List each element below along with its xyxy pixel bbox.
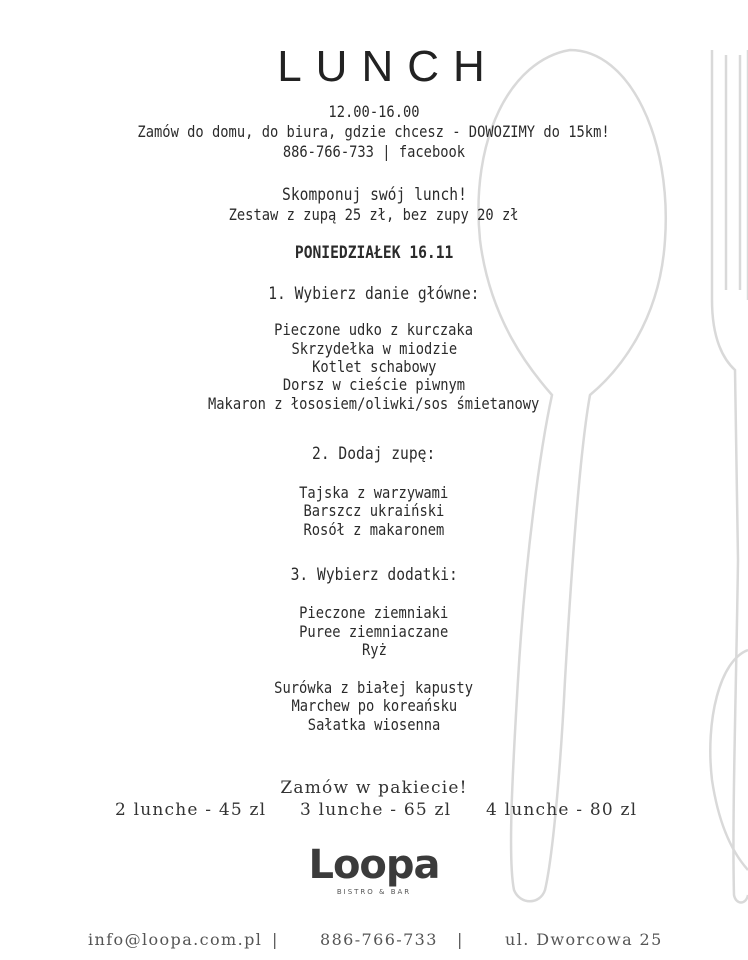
intro-headline: Skomponuj swój lunch! — [281, 185, 467, 205]
soup-item: Rosół z makaronem — [303, 520, 445, 539]
main-dish-item: Pieczone udko z kurczaka — [274, 320, 474, 339]
side-item: Puree ziemniaczane — [299, 622, 449, 641]
package-offer: 4 lunche - 80 zl — [486, 800, 638, 820]
package-offer: 3 lunche - 65 zl — [300, 800, 452, 820]
brand-logo — [0, 842, 748, 896]
delivery-info: Zamów do domu, do biura, gdzie chcesz - DOWOZIMY do 15km! — [137, 122, 611, 141]
opening-hours: 12.00-16.00 — [328, 102, 420, 121]
footer-separator: | — [457, 930, 464, 949]
main-dish-item: Skrzydełka w miodzie — [291, 339, 457, 358]
footer-phone[interactable]: 886-766-733 — [320, 930, 438, 949]
contact-line: 886-766-733 | facebook — [282, 142, 466, 161]
footer-address: ul. Dworcowa 25 — [505, 930, 663, 949]
footer-separator: | — [272, 930, 279, 949]
side-item: Pieczone ziemniaki — [299, 603, 449, 622]
section-sides-heading: 3. Wybierz dodatki: — [290, 565, 458, 585]
main-dish-item: Kotlet schabowy — [311, 357, 437, 376]
section-main-heading: 1. Wybierz danie główne: — [268, 284, 480, 304]
soup-item: Barszcz ukraiński — [303, 501, 445, 520]
set-pricing: Zestaw z zupą 25 zł, bez zupy 20 zł — [229, 205, 519, 224]
menu-title: LUNCH — [277, 42, 499, 91]
footer-email[interactable]: info@loopa.com.pl — [88, 930, 263, 949]
footer-contact — [0, 930, 748, 954]
brand-tagline: BISTRO & BAR — [336, 888, 412, 896]
salad-item: Surówka z białej kapusty — [274, 678, 474, 697]
main-dish-item: Makaron z łososiem/oliwki/sos śmietanowy — [208, 394, 540, 413]
section-soup-heading: 2. Dodaj zupę: — [312, 444, 436, 464]
salad-item: Sałatka wiosenna — [307, 715, 441, 734]
day-heading: PONIEDZIAŁEK 16.11 — [294, 243, 454, 263]
package-heading: Zamów w pakiecie! — [280, 778, 468, 798]
package-offer: 2 lunche - 45 zl — [115, 800, 267, 820]
side-item: Ryż — [361, 640, 387, 659]
brand-name: Loopa — [308, 842, 440, 888]
soup-item: Tajska z warzywami — [299, 483, 449, 502]
salad-item: Marchew po koreańsku — [291, 696, 457, 715]
main-dish-item: Dorsz w cieście piwnym — [282, 375, 466, 394]
